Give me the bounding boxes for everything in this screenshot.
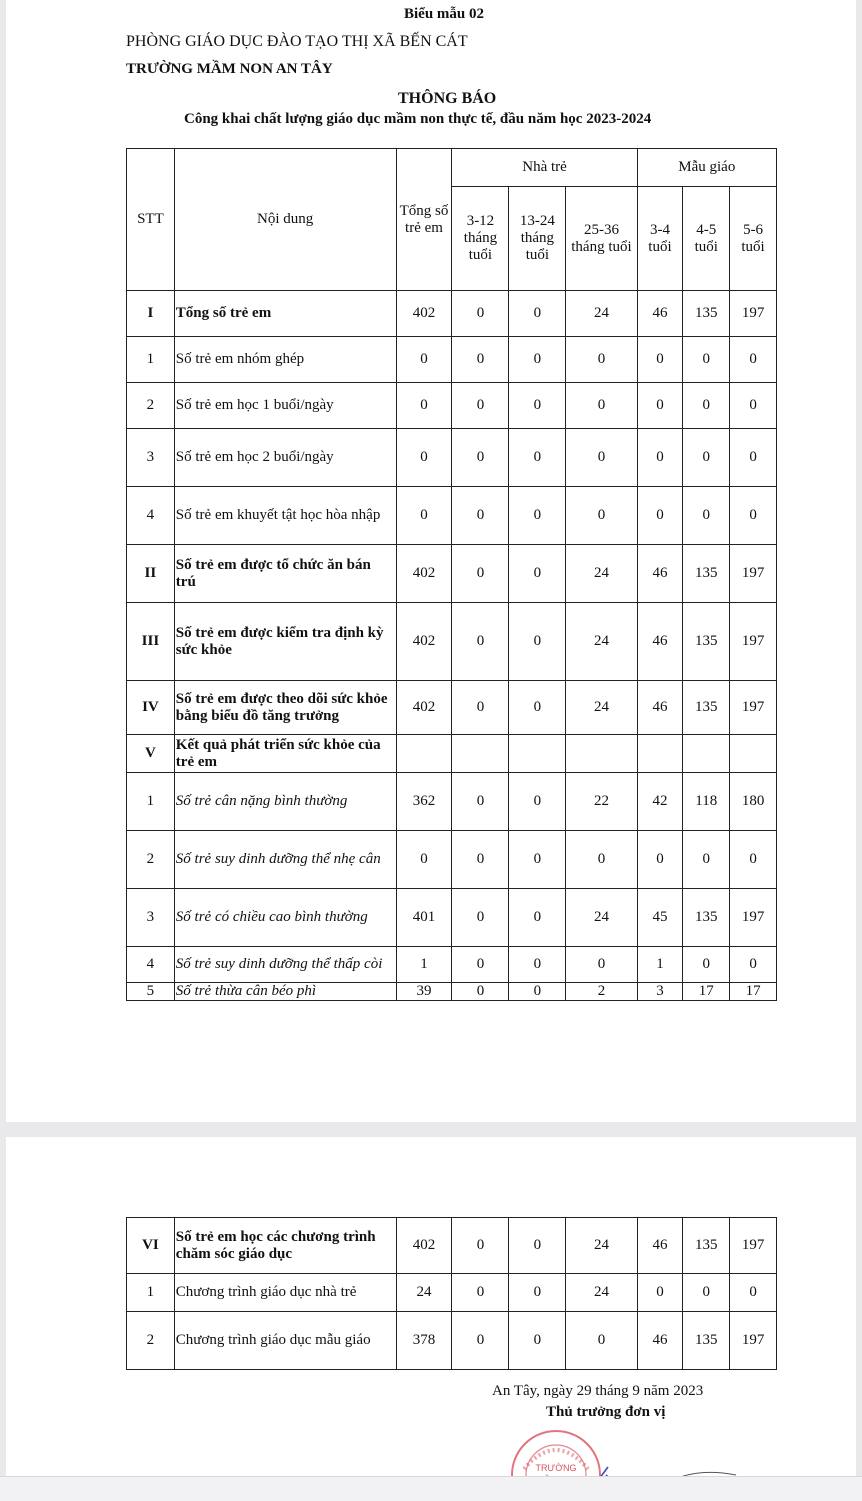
header-age-3-12: 3-12 tháng tuổi [452,187,509,291]
row-number: 4 [127,487,175,545]
row-value: 0 [566,337,637,383]
row-value: 0 [683,947,730,983]
row-value: 17 [683,983,730,1001]
row-content: Số trẻ em học 1 buổi/ngày [174,383,396,429]
row-value: 197 [730,291,777,337]
row-value: 0 [566,383,637,429]
row-value: 46 [637,291,683,337]
row-value: 0 [452,983,509,1001]
row-value: 0 [730,487,777,545]
row-value: 0 [730,383,777,429]
row-value: 2 [566,983,637,1001]
row-value [452,735,509,773]
document-page-2 [6,1137,856,1500]
row-value: 46 [637,545,683,603]
row-number: 1 [127,1274,175,1312]
row-value: 24 [566,603,637,681]
row-value: 402 [396,603,452,681]
place-date: An Tây, ngày 29 tháng 9 năm 2023 [492,1383,704,1399]
row-value: 1 [396,947,452,983]
header-total: Tổng số trẻ em [396,149,452,291]
row-number: V [127,735,175,773]
signer-title: Thủ trưởng đơn vị [546,1404,666,1420]
row-value: 0 [730,429,777,487]
header-content: Nội dung [174,149,396,291]
row-number: II [127,545,175,603]
row-value: 0 [396,487,452,545]
row-value: 378 [396,1312,452,1370]
table-row [127,983,777,1001]
row-value [683,735,730,773]
row-value: 135 [683,291,730,337]
row-content: Số trẻ em được theo dõi sức khỏe bằng biểu đồ tăng trưởng [174,681,396,735]
notice-subtitle: Công khai chất lượng giáo dục mầm non thực tế, đầu năm học 2023-2024 [184,111,652,127]
row-value: 0 [566,831,637,889]
department-name: PHÒNG GIÁO DỤC ĐÀO TẠO THỊ XÃ BẾN CÁT [126,33,468,50]
table-row [127,545,777,603]
row-value: 0 [509,429,566,487]
row-content: Chương trình giáo dục nhà trẻ [174,1274,396,1312]
row-value: 0 [452,603,509,681]
row-number: IV [127,681,175,735]
viewer-bottom-bar [0,1476,862,1501]
row-value: 46 [637,1312,683,1370]
row-content: Số trẻ thừa cân béo phì [174,983,396,1001]
row-value: 0 [637,1274,683,1312]
row-value: 24 [566,1218,637,1274]
table-row [127,1274,777,1312]
row-value: 118 [683,773,730,831]
row-value: 0 [509,545,566,603]
row-number: 2 [127,1312,175,1370]
row-value: 0 [452,291,509,337]
row-content: Số trẻ em nhóm ghép [174,337,396,383]
header-age-3-4: 3-4 tuổi [637,187,683,291]
row-value: 0 [683,487,730,545]
row-value: 0 [452,383,509,429]
row-value: 0 [452,889,509,947]
row-value: 197 [730,545,777,603]
row-value: 0 [509,681,566,735]
row-value: 0 [509,337,566,383]
row-value: 24 [566,545,637,603]
row-value [566,735,637,773]
header-age-13-24: 13-24 tháng tuổi [509,187,566,291]
row-number: 2 [127,831,175,889]
table-row [127,831,777,889]
row-value: 0 [452,545,509,603]
table-row [127,291,777,337]
row-value: 362 [396,773,452,831]
row-number: 2 [127,383,175,429]
quality-table [126,148,777,1001]
row-value: 135 [683,1218,730,1274]
header-kindergarten: Mẫu giáo [637,149,776,187]
row-value: 0 [452,487,509,545]
row-number: 5 [127,983,175,1001]
row-value: 0 [452,1274,509,1312]
row-number: 3 [127,889,175,947]
header-age-25-36: 25-36 tháng tuổi [566,187,637,291]
row-value: 39 [396,983,452,1001]
row-content: Số trẻ cân nặng bình thường [174,773,396,831]
row-value: 0 [683,831,730,889]
row-value: 0 [683,337,730,383]
row-value: 0 [637,383,683,429]
row-value: 0 [637,831,683,889]
notice-title: THÔNG BÁO [398,90,497,107]
table-row [127,487,777,545]
row-value: 0 [509,983,566,1001]
row-value: 0 [637,337,683,383]
row-value [396,735,452,773]
row-value: 24 [566,681,637,735]
stamp-text-top: TRƯỜNG [535,1463,577,1473]
row-content: Kết quả phát triển sức khỏe của trẻ em [174,735,396,773]
row-value: 402 [396,681,452,735]
row-value: 197 [730,889,777,947]
row-value: 0 [509,603,566,681]
row-value: 0 [452,1312,509,1370]
row-value: 0 [509,1274,566,1312]
row-value: 0 [396,383,452,429]
row-number: III [127,603,175,681]
row-value: 0 [452,831,509,889]
row-value: 0 [730,947,777,983]
row-value: 402 [396,545,452,603]
row-value: 1 [637,947,683,983]
row-number: 1 [127,773,175,831]
row-value: 402 [396,291,452,337]
row-value: 0 [730,337,777,383]
row-value: 0 [683,383,730,429]
row-value: 0 [683,429,730,487]
row-value: 197 [730,1312,777,1370]
row-value: 0 [509,383,566,429]
table-row [127,429,777,487]
row-content: Số trẻ em khuyết tật học hòa nhập [174,487,396,545]
table-row [127,773,777,831]
row-value: 0 [396,429,452,487]
row-value: 22 [566,773,637,831]
row-value: 0 [509,487,566,545]
row-value: 0 [509,1312,566,1370]
table-row [127,337,777,383]
document-page-1 [6,0,856,1122]
row-content: Số trẻ có chiều cao bình thường [174,889,396,947]
row-value: 0 [566,487,637,545]
table-row [127,383,777,429]
school-name: TRƯỜNG MẦM NON AN TÂY [126,61,333,77]
header-age-5-6: 5-6 tuổi [730,187,777,291]
row-number: 4 [127,947,175,983]
table-row [127,681,777,735]
row-value [509,735,566,773]
table-row [127,947,777,983]
row-value: 42 [637,773,683,831]
row-value: 46 [637,1218,683,1274]
header-stt: STT [127,149,175,291]
row-value: 0 [509,831,566,889]
table-row [127,603,777,681]
row-content: Số trẻ em học 2 buổi/ngày [174,429,396,487]
row-value: 135 [683,603,730,681]
row-content: Chương trình giáo dục mẫu giáo [174,1312,396,1370]
row-content: Số trẻ em được tổ chức ăn bán trú [174,545,396,603]
row-value: 401 [396,889,452,947]
row-number: VI [127,1218,175,1274]
table-row [127,735,777,773]
row-value: 0 [509,291,566,337]
row-value [637,735,683,773]
row-value: 0 [566,947,637,983]
row-value: 24 [566,1274,637,1312]
table-row [127,1312,777,1370]
row-number: I [127,291,175,337]
row-value: 0 [509,773,566,831]
row-value: 0 [396,337,452,383]
row-value: 0 [566,1312,637,1370]
row-content: Số trẻ em học các chương trình chăm sóc giáo dục [174,1218,396,1274]
row-value: 24 [566,291,637,337]
row-value: 0 [452,681,509,735]
row-value: 45 [637,889,683,947]
row-value: 0 [730,1274,777,1312]
row-value: 17 [730,983,777,1001]
row-value: 0 [452,947,509,983]
row-value: 46 [637,681,683,735]
row-value [730,735,777,773]
row-value: 197 [730,1218,777,1274]
row-value: 0 [509,947,566,983]
row-value: 0 [452,429,509,487]
row-content: Số trẻ suy dinh dưỡng thể nhẹ cân [174,831,396,889]
row-number: 3 [127,429,175,487]
row-value: 3 [637,983,683,1001]
row-value: 24 [566,889,637,947]
row-value: 180 [730,773,777,831]
row-value: 197 [730,681,777,735]
row-value: 24 [396,1274,452,1312]
row-content: Số trẻ em được kiểm tra định kỳ sức khỏe [174,603,396,681]
row-value: 0 [396,831,452,889]
row-value: 0 [452,337,509,383]
row-value: 0 [730,831,777,889]
row-value: 0 [683,1274,730,1312]
form-code: Biểu mẫu 02 [404,6,485,22]
row-value: 0 [452,1218,509,1274]
program-table [126,1217,777,1370]
row-value: 0 [566,429,637,487]
header-age-4-5: 4-5 tuổi [683,187,730,291]
row-content: Số trẻ suy dinh dưỡng thể thấp còi [174,947,396,983]
table-row [127,889,777,947]
row-value: 197 [730,603,777,681]
row-value: 135 [683,889,730,947]
row-value: 135 [683,681,730,735]
row-value: 0 [452,773,509,831]
row-value: 46 [637,603,683,681]
header-nursery: Nhà trẻ [452,149,637,187]
row-value: 135 [683,1312,730,1370]
row-value: 0 [509,889,566,947]
row-value: 0 [509,1218,566,1274]
row-content: Tổng số trẻ em [174,291,396,337]
row-value: 402 [396,1218,452,1274]
table-row [127,1218,777,1274]
row-number: 1 [127,337,175,383]
row-value: 135 [683,545,730,603]
row-value: 0 [637,429,683,487]
row-value: 0 [637,487,683,545]
